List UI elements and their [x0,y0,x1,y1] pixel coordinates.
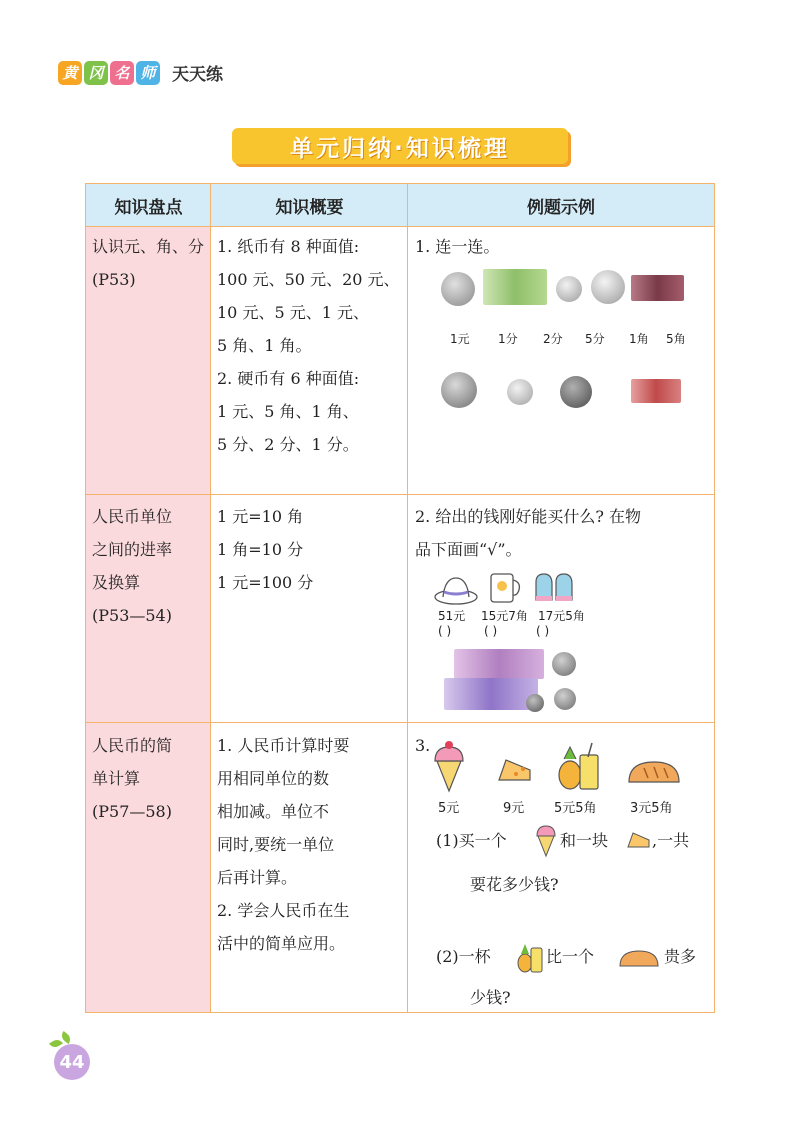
brand-char-3: 名 [110,61,134,85]
coin-change-1-icon [552,652,576,676]
section-banner: 单元归纳·知识梳理 [232,128,568,164]
brand-char-4: 师 [136,61,160,85]
hat-icon [433,572,479,606]
brand-char-1: 黄 [58,61,82,85]
banknote-5yuan-icon [444,678,538,710]
col-divider-1 [210,184,211,1012]
pineapple-juice-icon [556,737,602,791]
row2-question: 2. 给出的钱刚好能买什么? 在物 品下面画“√”。 [415,507,642,559]
bread-small-icon [618,948,660,970]
row-divider-2 [86,722,714,723]
row1-summary: 1. 纸币有 8 种面值: 100 元、50 元、20 元、 10 元、5 元、1 元、 5 角、1 角。 2. 硬币有 6 种面值: 1 元、5 角、1 角、 5 分、2 分、1 分。 [217,237,400,454]
row-divider-1 [86,494,714,495]
price-mittens: 17元5角 [538,609,585,623]
answer-blank-mug: ( ) [484,624,498,638]
bread-icon [626,758,682,788]
label-1jiao: 1角 [629,332,649,346]
answer-blank-mittens: ( ) [536,624,550,638]
coin-1yuan-old-icon [441,272,475,306]
q1-part-a: (1)买一个 [436,831,507,850]
coin-1yuan-icon [441,372,477,408]
table-header-row [86,184,714,227]
series-subtitle: 天天练 [172,65,223,85]
price-ice-cream: 5元 [438,801,460,816]
label-1yuan: 1元 [450,332,470,346]
ice-cream-small-icon [534,822,558,858]
coin-1fen-icon [507,379,533,405]
coin-5jiao-icon [560,376,592,408]
coin-change-2-icon [554,688,576,710]
price-cake: 9元 [503,801,525,816]
row1-question: 1. 连一连。 [415,237,500,256]
row3-number: 3. [415,736,431,755]
q1-part-b: 和一块 [560,831,609,850]
ice-cream-icon [431,739,467,793]
banknote-5jiao-icon [631,379,681,403]
brand-logo [58,60,223,85]
label-5fen: 5分 [585,332,605,346]
price-hat: 51元 [438,609,466,623]
header-summary: 知识概要 [275,197,344,218]
banknote-1jiao-icon [631,275,684,301]
brand-char-2: 冈 [84,61,108,85]
mittens-icon [532,570,578,606]
price-mug: 15元7角 [481,609,528,623]
banknote-1yuan-icon [483,269,547,305]
coin-5fen-icon [591,270,625,304]
cake-slice-small-icon [626,830,652,852]
row3-summary: 1. 人民币计算时要 用相同单位的数 相加减。单位不 同时,要统一单位 后再计算。 2. 学会人民币在生 活中的简单应用。 [217,736,350,953]
row2-summary: 1 元=10 角 1 角=10 分 1 元=100 分 [217,507,314,592]
header-topic: 知识盘点 [114,197,183,218]
q1-line2: 要花多少钱? [470,875,559,894]
price-bread: 3元5角 [630,801,673,816]
answer-blank-hat: ( ) [438,624,452,638]
page-number: 44 [54,1044,90,1080]
row1-topic: 认识元、角、分 (P53) [92,237,205,289]
q2-line2: 少钱? [470,988,511,1007]
q2-part-b: 比一个 [546,947,595,966]
q2-part-a: (2)一杯 [436,947,491,966]
label-5jiao: 5角 [666,332,686,346]
label-1fen: 1分 [498,332,518,346]
coin-2fen-icon [556,276,582,302]
q2-part-c: 贵多 [664,947,697,966]
row3-topic: 人民币的简 单计算 (P57—58) [92,736,173,821]
q1-part-c: ,一共 [652,831,690,850]
pineapple-juice-small-icon [516,936,544,974]
col-divider-2 [407,184,408,1012]
coin-change-3-icon [526,694,544,712]
header-example: 例题示例 [527,197,595,218]
cake-slice-icon [496,756,534,788]
banknote-10yuan-icon [454,649,544,679]
knowledge-table [85,183,715,1013]
mug-icon [487,570,523,606]
row2-topic: 人民币单位 之间的进率 及换算 (P53—54) [92,507,173,625]
label-2fen: 2分 [543,332,563,346]
price-juice: 5元5角 [554,801,597,816]
